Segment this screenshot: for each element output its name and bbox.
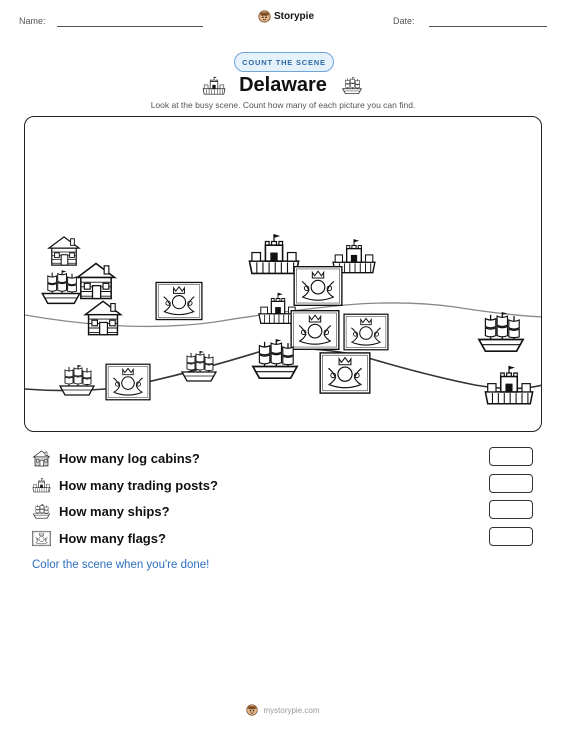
- brand-name: Storypie: [274, 11, 315, 22]
- log-cabin-icon: [49, 237, 79, 265]
- question-text: How many ships?: [59, 503, 170, 519]
- instructions: Look at the busy scene. Count how many of each picture you can find.: [150, 100, 416, 110]
- flag-icon: [344, 314, 388, 350]
- question-log-cabins: [32, 448, 200, 468]
- mascot-icon: [258, 10, 271, 23]
- answer-box-flags[interactable]: [489, 527, 533, 546]
- ship-icon: [341, 76, 363, 96]
- answer-box-ships[interactable]: [489, 500, 533, 519]
- ship-icon: [182, 351, 216, 381]
- flag-icon: [294, 267, 342, 306]
- question-text: How many log cabins?: [59, 450, 200, 466]
- ship-icon: [42, 270, 79, 303]
- answer-box-trading-posts[interactable]: [489, 474, 533, 493]
- ship-icon: [479, 312, 523, 351]
- trading-post-icon: [249, 234, 298, 273]
- date-label: Date:: [393, 16, 415, 26]
- trading-post-icon: [32, 477, 51, 494]
- question-text: How many flags?: [59, 530, 166, 546]
- name-label: Name:: [19, 16, 46, 26]
- flag-icon: [320, 353, 370, 393]
- question-ships: [32, 501, 170, 521]
- name-line[interactable]: [57, 26, 203, 27]
- question-flags: [32, 528, 166, 548]
- page-title: Delaware: [239, 74, 327, 96]
- log-cabin-icon: [77, 264, 114, 299]
- flag-icon: [156, 282, 202, 319]
- question-text: How many trading posts?: [59, 477, 218, 493]
- flag-icon: [106, 364, 150, 400]
- flag-icon: [32, 530, 51, 547]
- footer: [0, 704, 566, 716]
- flag-icon: [291, 311, 339, 350]
- ship-icon: [60, 365, 94, 395]
- count-scene: [24, 116, 542, 432]
- answer-box-log-cabins[interactable]: [489, 447, 533, 466]
- log-cabin-icon: [85, 301, 121, 334]
- brand-logo: [258, 10, 314, 23]
- footer-url[interactable]: mystorypie.com: [263, 705, 320, 715]
- mascot-icon: [246, 704, 258, 716]
- trading-post-icon: [485, 366, 532, 404]
- date-line[interactable]: [429, 26, 547, 27]
- log-cabin-icon: [32, 450, 51, 467]
- activity-badge: COUNT THE SCENE: [234, 52, 334, 72]
- closing-note: Color the scene when you're done!: [32, 559, 210, 571]
- question-trading-posts: [32, 475, 218, 495]
- ship-icon: [32, 503, 51, 520]
